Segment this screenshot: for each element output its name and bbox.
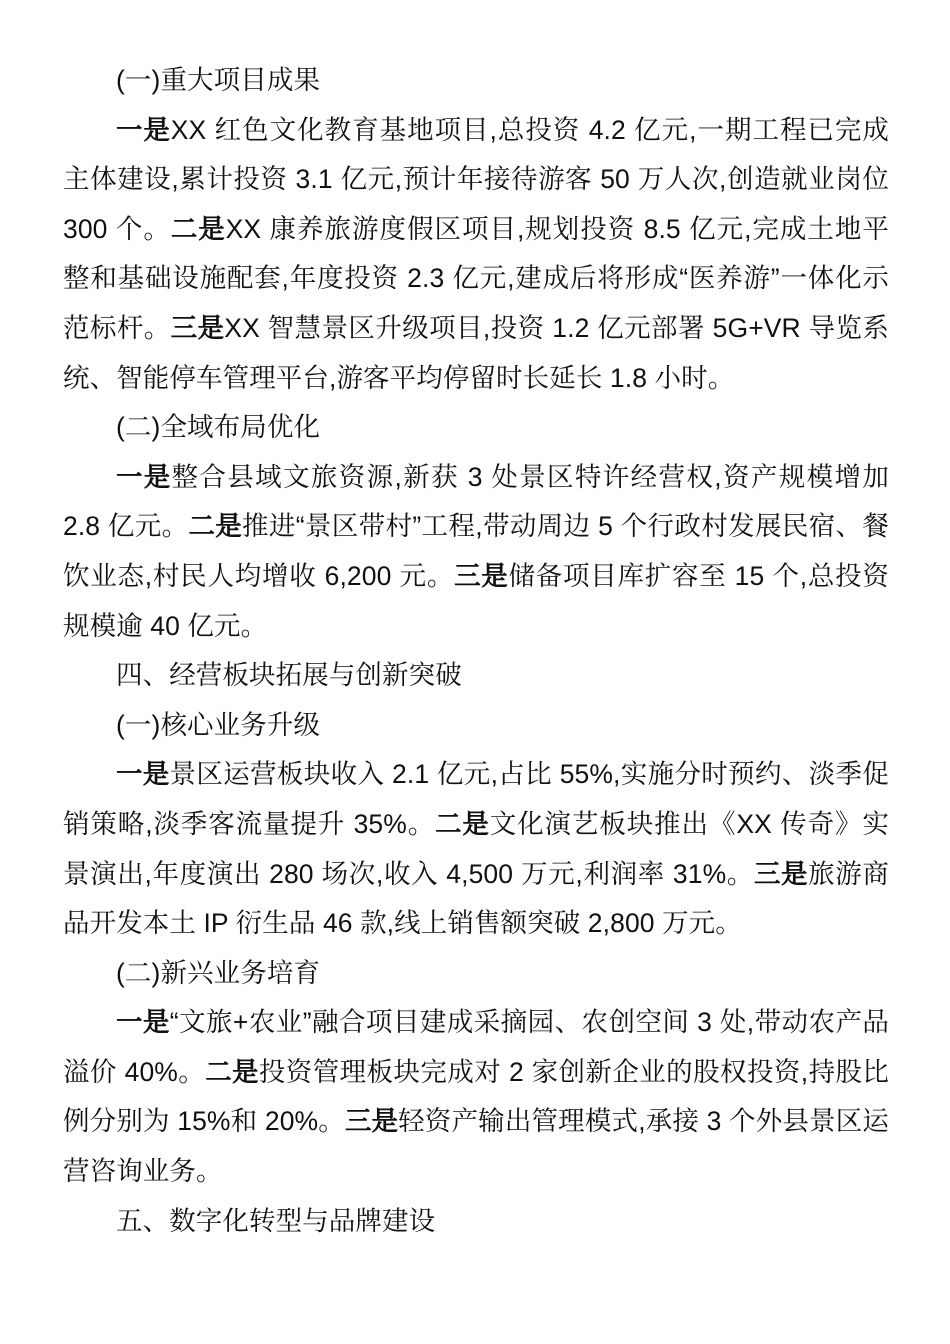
paragraph-text-run: 景区运营板块收入 2.1 亿元,占比 55%,实施分时预约、淡季促销策略,淡季客流量提升 35%。: [63, 759, 889, 839]
section-heading: 四、经营板块拓展与创新突破: [116, 660, 462, 691]
section-heading: 五、数字化转型与品牌建设: [116, 1205, 436, 1236]
enumeration-marker: 一是: [116, 1007, 170, 1038]
enumeration-marker: 一是: [116, 759, 170, 790]
enumeration-marker: 三是: [454, 560, 509, 591]
paragraph-text-run: 文化演艺板块推出《XX 传奇》实景演出,年度演出 280 场次,收入 4,500 万元,利润率 31%。: [63, 808, 889, 889]
paragraph-text-run: “文旅+农业”融合项目建成采摘园、农创空间 3 处,带动农产品溢价 40%。: [63, 1007, 890, 1087]
paragraph-text-run: 整合县域文旅资源,新获 3 处景区特许经营权,资产规模增加 2.8 亿元。: [63, 461, 889, 542]
enumeration-marker: 二是: [205, 1056, 259, 1087]
paragraph-text-run: XX 红色文化教育基地项目,总投资 4.2 亿元,一期工程已完成主体建设,累计投资 3.1 亿元,预计年接待游客 50 万人次,创造就业岗位 300 个。: [63, 114, 890, 244]
section-subheading: (一)核心业务升级: [116, 709, 321, 740]
enumeration-marker: 三是: [753, 858, 809, 889]
paragraph-text-run: 推进“景区带村”工程,带动周边 5 个行政村发展民宿、餐饮业态,村民人均增收 6,200 元。: [63, 511, 890, 591]
body-paragraph: [63, 998, 889, 1196]
paragraph-text-run: XX 智慧景区升级项目,投资 1.2 亿元部署 5G+VR 导览系统、智能停车管理平台,游客平均停留时长延长 1.8 小时。: [63, 312, 889, 393]
document-body: [63, 56, 889, 1246]
enumeration-marker: 三是: [170, 312, 225, 343]
body-paragraph: [63, 453, 889, 651]
enumeration-marker: 一是: [116, 461, 172, 492]
paragraph-text-run: 旅游商品开发本土 IP 衍生品 46 款,线上销售额突破 2,800 万元。: [63, 858, 889, 939]
section-subheading: (一)重大项目成果: [116, 65, 321, 95]
body-paragraph: [63, 106, 889, 404]
enumeration-marker: 一是: [116, 114, 171, 145]
enumeration-marker: 三是: [344, 1106, 399, 1137]
paragraph-text-run: XX 康养旅游度假区项目,规划投资 8.5 亿元,完成土地平整和基础设施配套,年度投资 2.3 亿元,建成后将形成“医养游”一体化示范标杆。: [63, 213, 889, 343]
section-subheading: (二)新兴业务培育: [116, 957, 321, 988]
paragraph-text-run: 投资管理板块完成对 2 家创新企业的股权投资,持股比例分别为 15%和 20%。: [63, 1056, 890, 1137]
body-paragraph: [63, 750, 889, 948]
enumeration-marker: 二是: [435, 808, 490, 839]
section-subheading: (二)全域布局优化: [116, 412, 321, 443]
paragraph-text-run: 储备项目库扩容至 15 个,总投资规模逾 40 亿元。: [63, 560, 889, 641]
enumeration-marker: 二是: [188, 511, 242, 542]
enumeration-marker: 二是: [170, 213, 226, 244]
paragraph-text-run: 轻资产输出管理模式,承接 3 个外县景区运营咨询业务。: [63, 1106, 889, 1187]
